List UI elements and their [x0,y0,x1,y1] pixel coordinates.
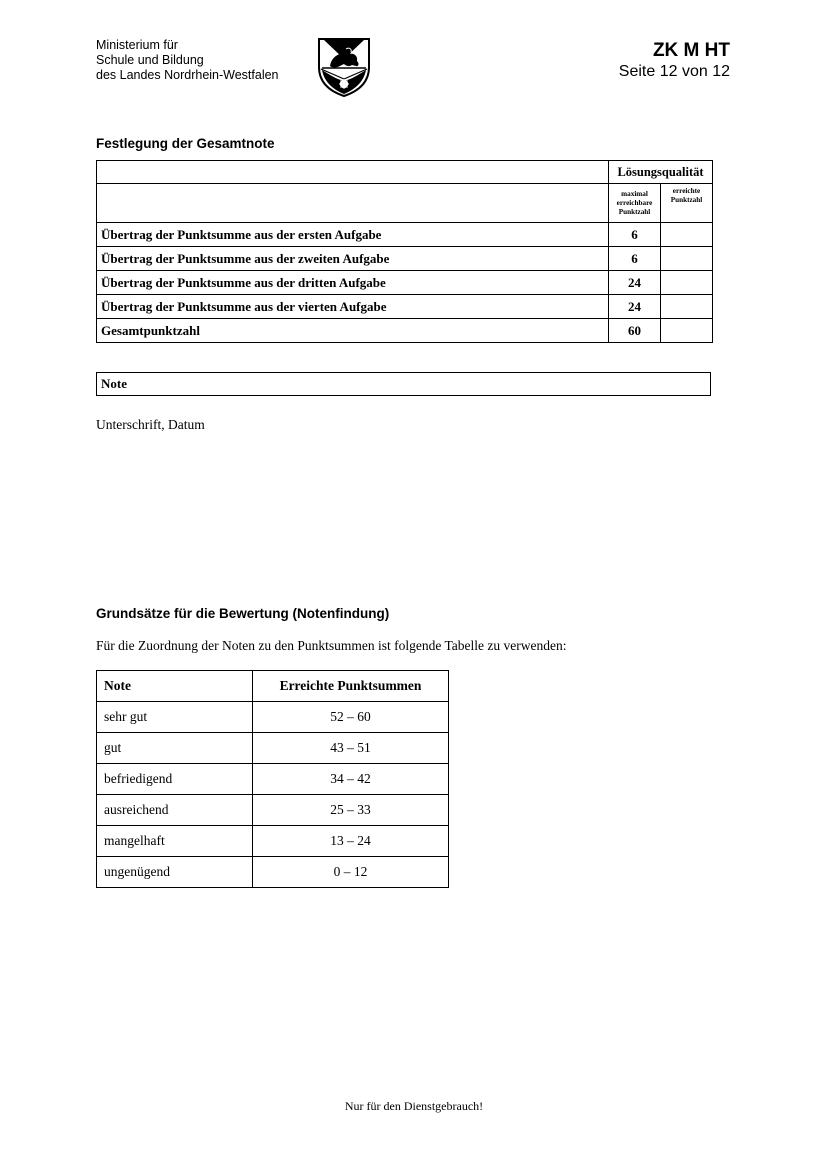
signature-label: Unterschrift, Datum [96,417,205,432]
section-title-gesamtnote: Festlegung der Gesamtnote [96,136,275,151]
max-points-header-line: Punktzahl [618,207,651,216]
grade-table [96,670,449,888]
ministry-line: Ministerium für [96,38,178,52]
score-row-max: 6 [609,247,661,271]
grade-row [97,733,449,764]
note-field-label: Note [101,376,127,391]
score-row-label: Übertrag der Punktsumme aus der vierten Aufgabe [97,295,609,319]
grade-row [97,795,449,826]
score-row-max: 24 [609,271,661,295]
grade-range: 0 – 12 [253,857,449,888]
grade-note: ungenügend [97,857,253,888]
document-id [619,40,730,82]
grade-row [97,764,449,795]
grade-table-header-row [97,671,449,702]
score-row-max: 24 [609,295,661,319]
score-row-label: Übertrag der Punktsumme aus der dritten Aufgabe [97,271,609,295]
grade-note: gut [97,733,253,764]
score-row-label: Übertrag der Punktsumme aus der ersten Aufgabe [97,223,609,247]
score-row-achieved-input[interactable] [661,319,713,343]
max-points-header [609,184,661,223]
grade-row [97,857,449,888]
grade-note: ausreichend [97,795,253,826]
max-points-header-line: maximal [621,189,648,198]
achieved-points-header [661,184,713,223]
max-points-header-line: erreichbare [616,198,653,207]
document-code: ZK M HT [652,40,730,61]
grade-note: befriedigend [97,764,253,795]
grade-row [97,702,449,733]
score-row-max: 60 [609,319,661,343]
achieved-points-header-line: Punktzahl [670,196,703,204]
footer-notice: Nur für den Dienstgebrauch! [344,1099,484,1113]
grade-col-points-header: Erreichte Punktsummen [253,671,449,702]
score-table-subheader-row [97,184,713,223]
score-table [96,160,713,343]
score-table-empty-cell [97,161,609,184]
score-table-header-row [97,161,713,184]
score-row-achieved-input[interactable] [661,271,713,295]
grading-intro-text: Für die Zuordnung der Noten zu den Punktsummen ist folgende Tabelle zu verwenden: [96,638,567,653]
grade-col-note-header: Note [97,671,253,702]
grade-note: mangelhaft [97,826,253,857]
score-row [97,295,713,319]
score-row [97,247,713,271]
section-title-bewertung: Grundsätze für die Bewertung (Notenfindung) [96,606,390,621]
score-row-achieved-input[interactable] [661,247,713,271]
grade-note: sehr gut [97,702,253,733]
score-table-empty-cell [97,184,609,223]
score-row-achieved-input[interactable] [661,295,713,319]
grade-range: 25 – 33 [253,795,449,826]
score-row [97,223,713,247]
grade-range: 34 – 42 [253,764,449,795]
achieved-points-header-line: erreichte [672,187,701,195]
grade-range: 43 – 51 [253,733,449,764]
grade-range: 13 – 24 [253,826,449,857]
ministry-name [96,38,306,83]
nrw-crest-icon [316,37,372,97]
ministry-line: Schule und Bildung [96,53,204,67]
quality-header: Lösungsqualität [609,161,713,184]
page-number: Seite 12 von 12 [618,63,730,80]
score-row-achieved-input[interactable] [661,223,713,247]
score-row-label: Übertrag der Punktsumme aus der zweiten Aufgabe [97,247,609,271]
grade-row [97,826,449,857]
score-row-max: 6 [609,223,661,247]
score-row-label: Gesamtpunktzahl [97,319,609,343]
score-row [97,271,713,295]
grade-range: 52 – 60 [253,702,449,733]
score-row-total [97,319,713,343]
ministry-line: des Landes Nordrhein-Westfalen [96,68,279,82]
note-field[interactable] [96,372,711,396]
